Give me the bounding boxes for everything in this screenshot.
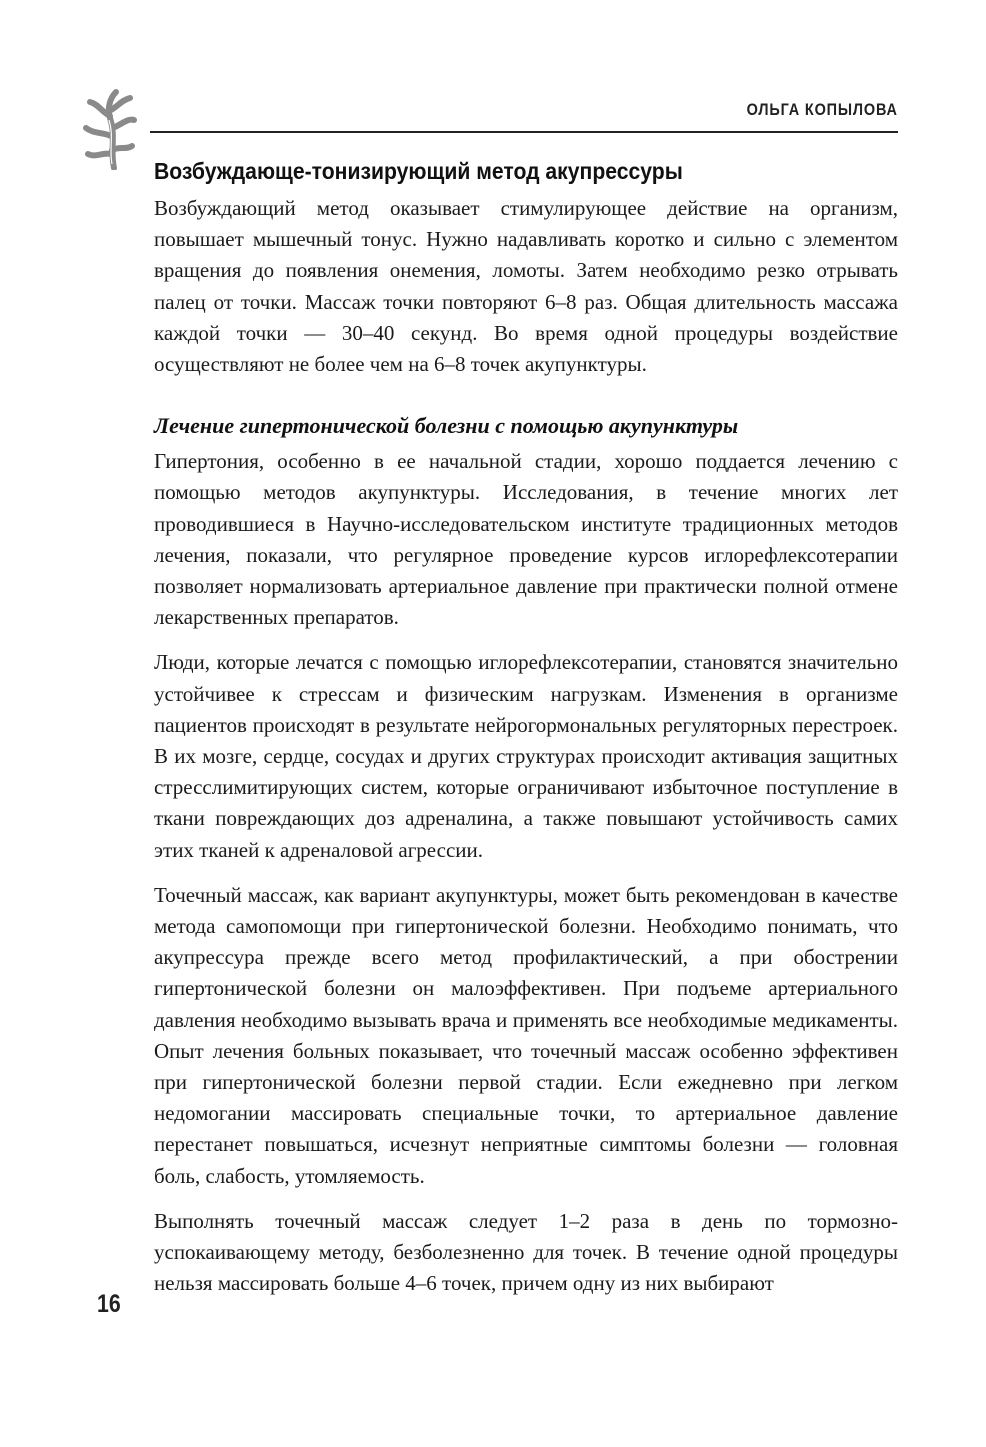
subsection-paragraph: Точечный массаж, как вариант акупунктуры, может быть рекомендован в качестве метода самопомощи при гипертонической болезни. Необходимо понимать, что акупрессура прежде всего метод профилактический, а при обострении гипертонической болезни он малоэффективен. При подъеме артериального давления необходимо вызывать врача и применять все необходимые медикаменты. Опыт лечения больных показывает, что точечный массаж особенно эффективен при гипертонической болезни первой стадии. Если ежедневно при легком недомогании массировать специальные точки, то артериальное давление перестанет повышаться, исчезнут неприятные симптомы болезни — головная боль, слабость, утомляемость. xyxy=(154,882,898,1188)
subsection-paragraph: Гипертония, особенно в ее начальной стадии, хорошо поддается лечению с помощью методов акупунктуры. Исследования, в течение многих лет проводившиеся в Научно-исследовательском институте традиционных методов лечения, показали, что регулярное проведение курсов иглорефлексотерапии позволяет нормализовать артериальное давление при практически полной отмене лекарственных препаратов. xyxy=(154,449,898,630)
section-title: Возбуждающе-тонизирующий метод акупрессуры xyxy=(154,158,683,184)
page-content xyxy=(154,155,898,1314)
page-number: 16 xyxy=(97,1290,121,1318)
header-rule xyxy=(150,131,898,133)
subsection-title: Лечение гипертонической болезни с помощью акупунктуры xyxy=(154,413,739,439)
branch-ornament-icon xyxy=(80,88,140,170)
subsection-paragraph: Выполнять точечный массаж следует 1–2 раза в день по тормозно-успокаивающему методу, безболезненно для точек. В течение одной процедуры нельзя массировать больше 4–6 точек, причем одну из них выбирают xyxy=(154,1208,898,1296)
section-paragraph: Возбуждающий метод оказывает стимулирующее действие на организм, повышает мышечный тонус. Нужно надавливать коротко и сильно с элементом вращения до появления онемения, ломоты. Затем необходимо резко отрывать палец от точки. Массаж точки повторяют 6–8 раз. Общая длительность массажа каждой точки — 30–40 секунд. Во время одной процедуры воздействие осуществляют не более чем на 6–8 точек акупунктуры. xyxy=(154,196,898,377)
subsection-paragraph: Люди, которые лечатся с помощью иглорефлексотерапии, становятся значительно устойчивее к стрессам и физическим нагрузкам. Изменения в организме пациентов происходят в результате нейрогормональных регуляторных перестроек. В их мозге, сердце, сосудах и других структурах происходит активация защитных стресслимитирующих систем, которые ограничивают избыточное поступление в ткани повреждающих доз адреналина, а также повышают устойчивость самих этих тканей к адреналовой агрессии. xyxy=(154,650,898,862)
running-head: ОЛЬГА КОПЫЛОВА xyxy=(746,100,898,119)
